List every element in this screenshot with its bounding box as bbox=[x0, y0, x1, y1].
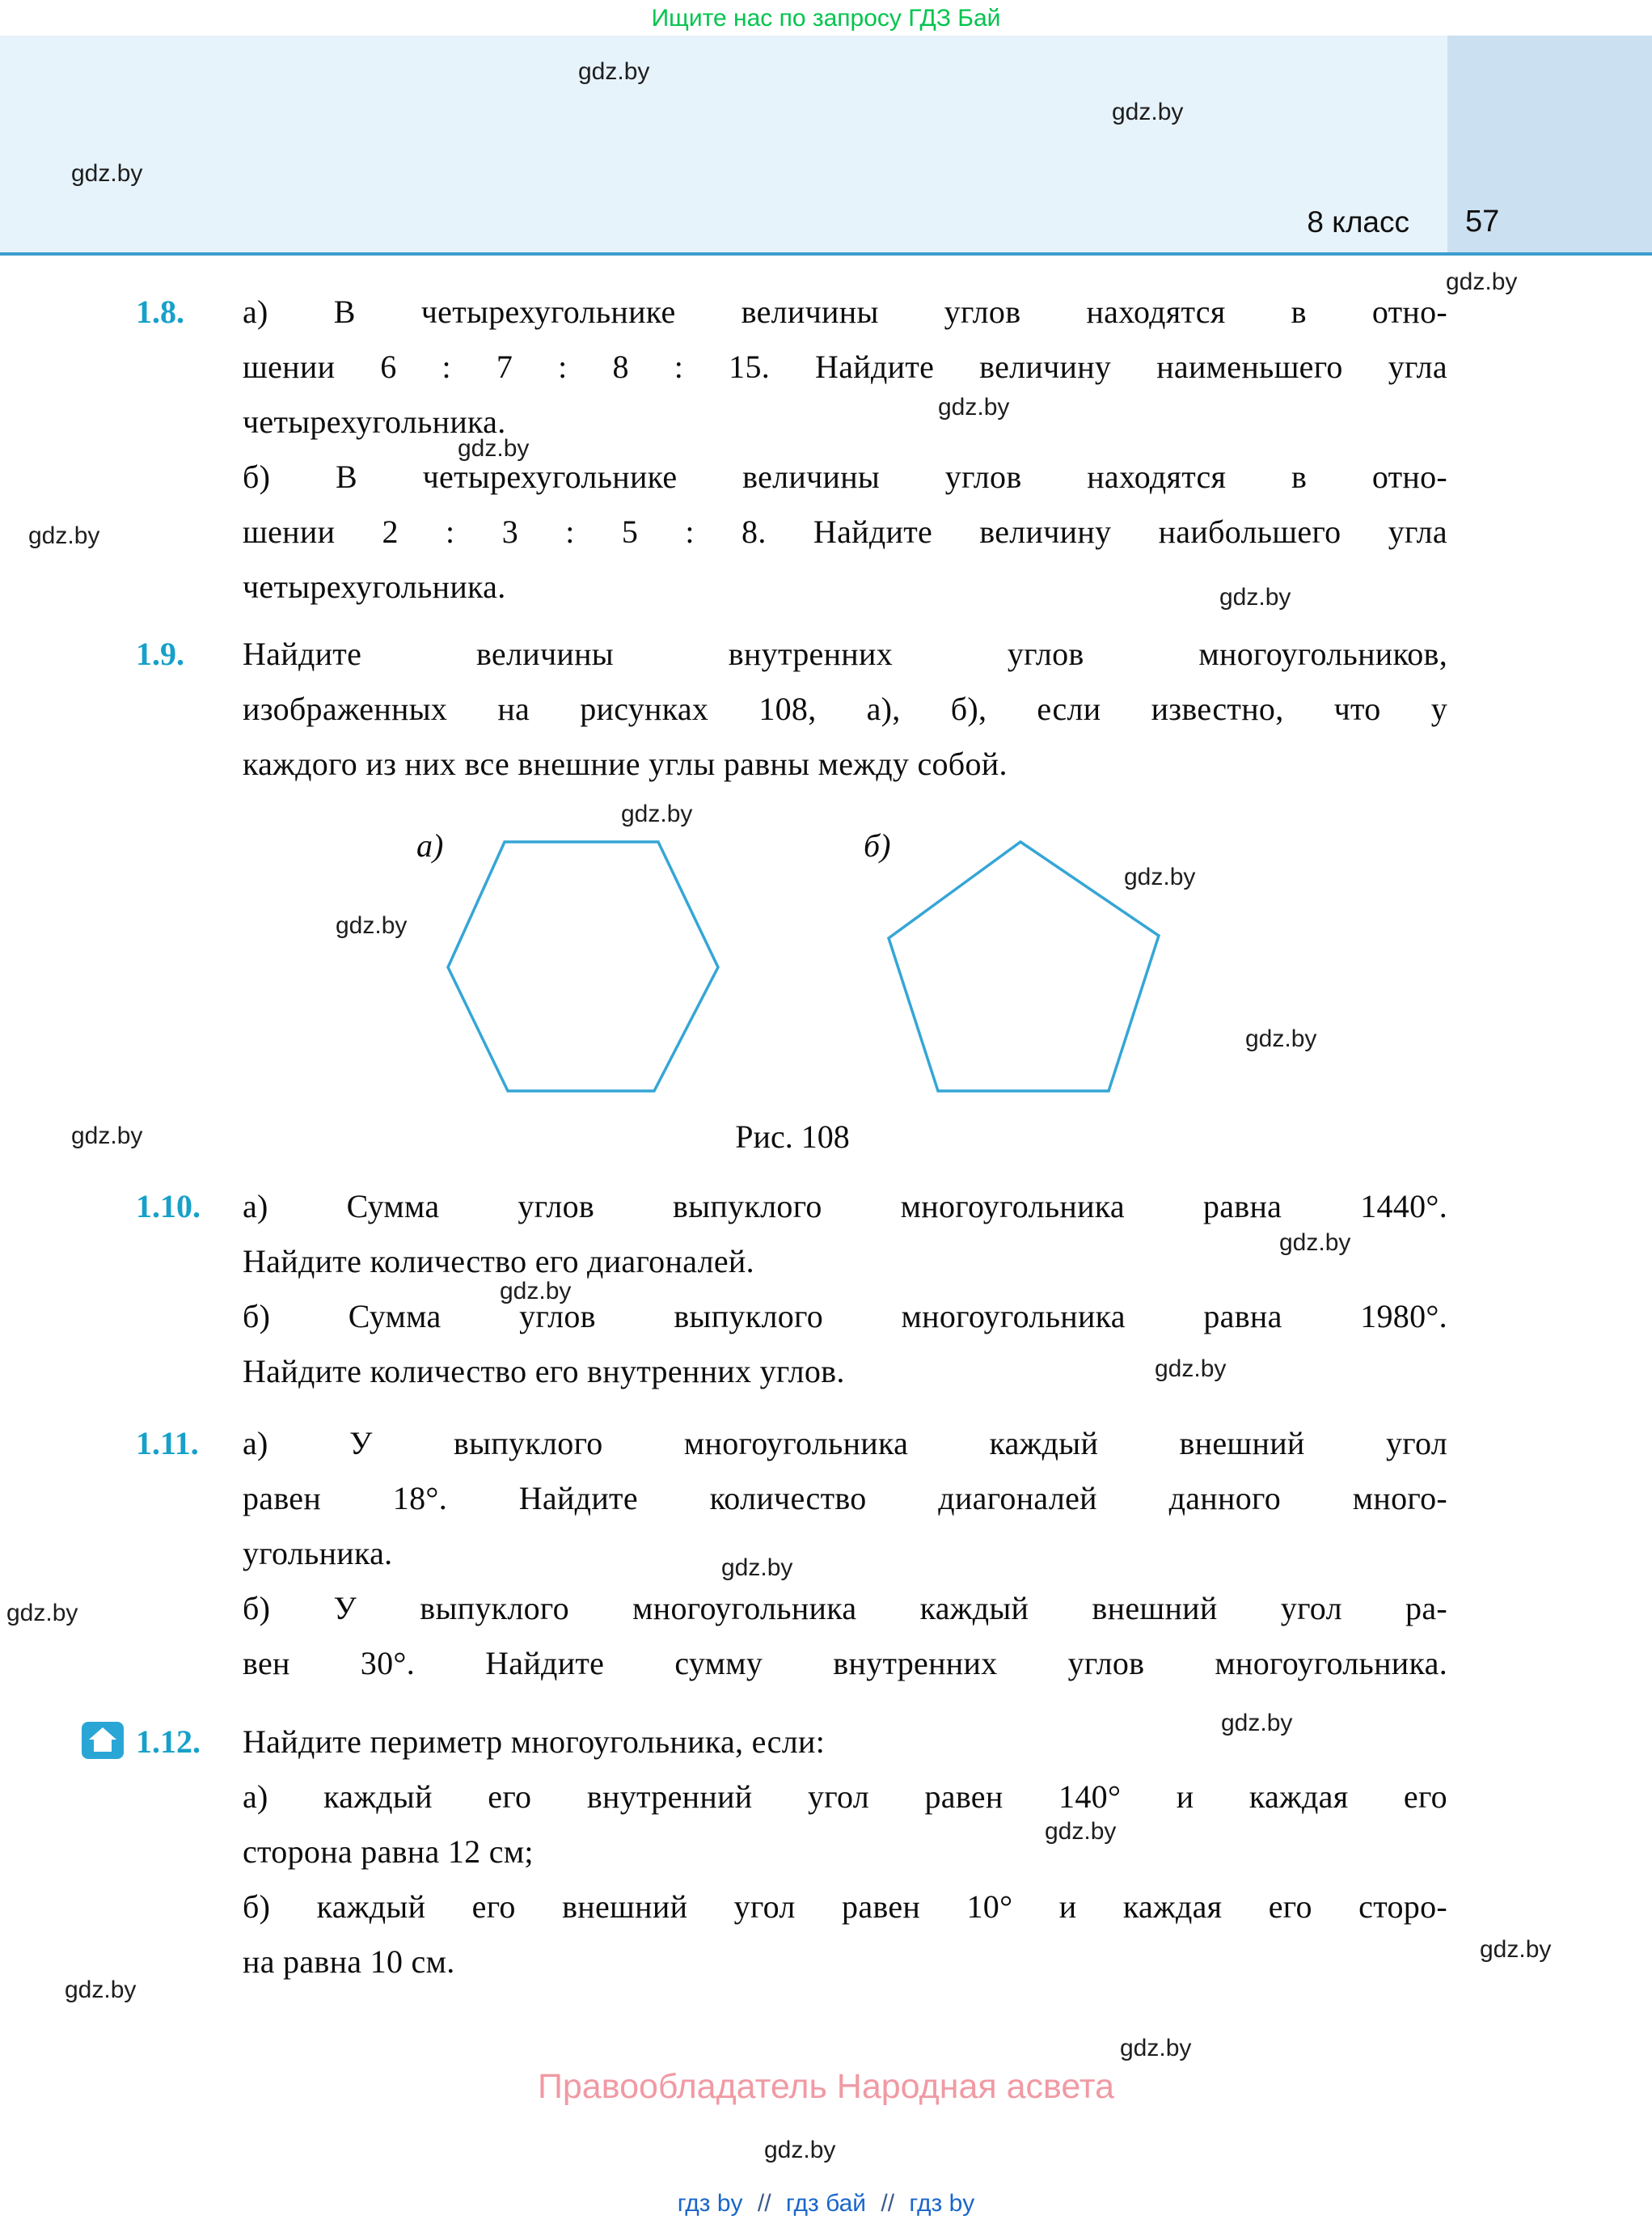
text-line: Найдите величины внутренних углов многоугольников, bbox=[243, 636, 1447, 672]
text-line: на равна 10 см. bbox=[243, 1943, 455, 1980]
problem-number: 1.10. bbox=[136, 1188, 201, 1224]
problem-1-11 bbox=[0, 1416, 1652, 1691]
header-divider bbox=[0, 252, 1652, 256]
gdz-watermark: gdz.by bbox=[578, 58, 650, 85]
gdz-watermark: gdz.by bbox=[1124, 864, 1196, 890]
text-line: а) В четырехугольнике величины углов находятся в отно- bbox=[243, 294, 1447, 330]
gdz-watermark: gdz.by bbox=[1279, 1229, 1351, 1256]
pentagon-figure bbox=[884, 836, 1164, 1097]
figure-label-a: а) bbox=[416, 827, 444, 864]
publisher-note: Правообладатель Народная асвета bbox=[537, 2067, 1115, 2106]
figure-label-b: б) bbox=[864, 827, 891, 864]
text-line: б) В четырехугольнике величины углов находятся в отно- bbox=[243, 459, 1447, 495]
gdz-watermark: gdz.by bbox=[1120, 2035, 1192, 2061]
link-separator: // bbox=[757, 2190, 771, 2217]
gdz-watermark: gdz.by bbox=[336, 912, 408, 939]
text-line: изображенных на рисунках 108, а), б), если известно, что у bbox=[243, 691, 1447, 727]
gdz-watermark: gdz.by bbox=[764, 2137, 836, 2163]
text-line: шении 6 : 7 : 8 : 15. Найдите величину наименьшего угла bbox=[243, 349, 1447, 385]
text-line: б) У выпуклого многоугольника каждый внешний угол ра- bbox=[243, 1590, 1447, 1626]
text-line: четырехугольника. bbox=[243, 404, 506, 440]
footer-links bbox=[0, 2190, 1652, 2218]
gdz-watermark: gdz.by bbox=[71, 1123, 143, 1149]
problem-number: 1.12. bbox=[136, 1723, 201, 1760]
gdz-watermark: gdz.by bbox=[28, 522, 100, 549]
text-line: четырехугольника. bbox=[243, 569, 506, 605]
gdz-link-1[interactable]: гдз by bbox=[677, 2190, 743, 2217]
text-line: сторона равна 12 см; bbox=[243, 1833, 534, 1870]
problem-1-10 bbox=[0, 1179, 1652, 1399]
page-number-box bbox=[1447, 36, 1652, 252]
text-line: а) У выпуклого многоугольника каждый внешний угол bbox=[243, 1425, 1447, 1461]
text-line: равен 18°. Найдите количество диагоналей данного много- bbox=[243, 1480, 1447, 1516]
grade-label: 8 класс bbox=[1307, 205, 1409, 239]
gdz-watermark: gdz.by bbox=[1245, 1025, 1317, 1052]
text-line: угольника. bbox=[243, 1535, 393, 1571]
text-line: б) каждый его внешний угол равен 10° и каждая его сторо- bbox=[243, 1888, 1447, 1925]
gdz-watermark: gdz.by bbox=[621, 801, 693, 827]
gdz-link-3[interactable]: гдз by bbox=[909, 2190, 975, 2217]
gdz-watermark: gdz.by bbox=[721, 1554, 793, 1581]
problem-1-8 bbox=[0, 285, 1652, 615]
problem-1-9 bbox=[0, 627, 1652, 792]
problem-number: 1.11. bbox=[136, 1425, 199, 1461]
text-line: шении 2 : 3 : 5 : 8. Найдите величину наибольшего угла bbox=[243, 514, 1447, 550]
gdz-watermark: gdz.by bbox=[1045, 1818, 1117, 1845]
gdz-watermark: gdz.by bbox=[938, 394, 1010, 421]
problem-1-12 bbox=[0, 1715, 1652, 1989]
gdz-link-2[interactable]: гдз бай bbox=[785, 2190, 867, 2217]
problem-number: 1.8. bbox=[136, 294, 184, 330]
gdz-watermark: gdz.by bbox=[6, 1600, 78, 1626]
gdz-watermark: gdz.by bbox=[1480, 1936, 1552, 1963]
gdz-watermark: gdz.by bbox=[1221, 1710, 1293, 1736]
hexagon-figure bbox=[445, 836, 723, 1097]
gdz-watermark: gdz.by bbox=[65, 1977, 137, 2003]
gdz-watermark: gdz.by bbox=[1112, 99, 1184, 125]
page-number: 57 bbox=[1465, 205, 1500, 239]
text-line: каждого из них все внешние углы равны между собой. bbox=[243, 746, 1008, 782]
page-header bbox=[0, 36, 1652, 252]
text-line: Найдите периметр многоугольника, если: bbox=[243, 1723, 826, 1760]
text-line: Найдите количество его внутренних углов. bbox=[243, 1353, 845, 1389]
text-line: вен 30°. Найдите сумму внутренних углов многоугольника. bbox=[243, 1645, 1447, 1681]
problem-number: 1.9. bbox=[136, 636, 184, 672]
promo-banner: Ищите нас по запросу ГДЗ Бай bbox=[651, 5, 1001, 32]
figure-caption: Рис. 108 bbox=[735, 1118, 850, 1155]
text-line: а) каждый его внутренний угол равен 140° и каждая его bbox=[243, 1778, 1447, 1815]
gdz-watermark: gdz.by bbox=[1155, 1355, 1227, 1382]
gdz-watermark: gdz.by bbox=[1446, 268, 1518, 295]
link-separator: // bbox=[881, 2190, 895, 2217]
gdz-watermark: gdz.by bbox=[1219, 584, 1291, 611]
text-line: Найдите количество его диагоналей. bbox=[243, 1243, 754, 1279]
text-line: а) Сумма углов выпуклого многоугольника равна 1440°. bbox=[243, 1188, 1447, 1224]
gdz-watermark: gdz.by bbox=[71, 160, 143, 187]
text-line: б) Сумма углов выпуклого многоугольника равна 1980°. bbox=[243, 1298, 1447, 1334]
house-icon bbox=[81, 1721, 125, 1760]
gdz-watermark: gdz.by bbox=[458, 435, 530, 462]
gdz-watermark: gdz.by bbox=[500, 1278, 572, 1304]
